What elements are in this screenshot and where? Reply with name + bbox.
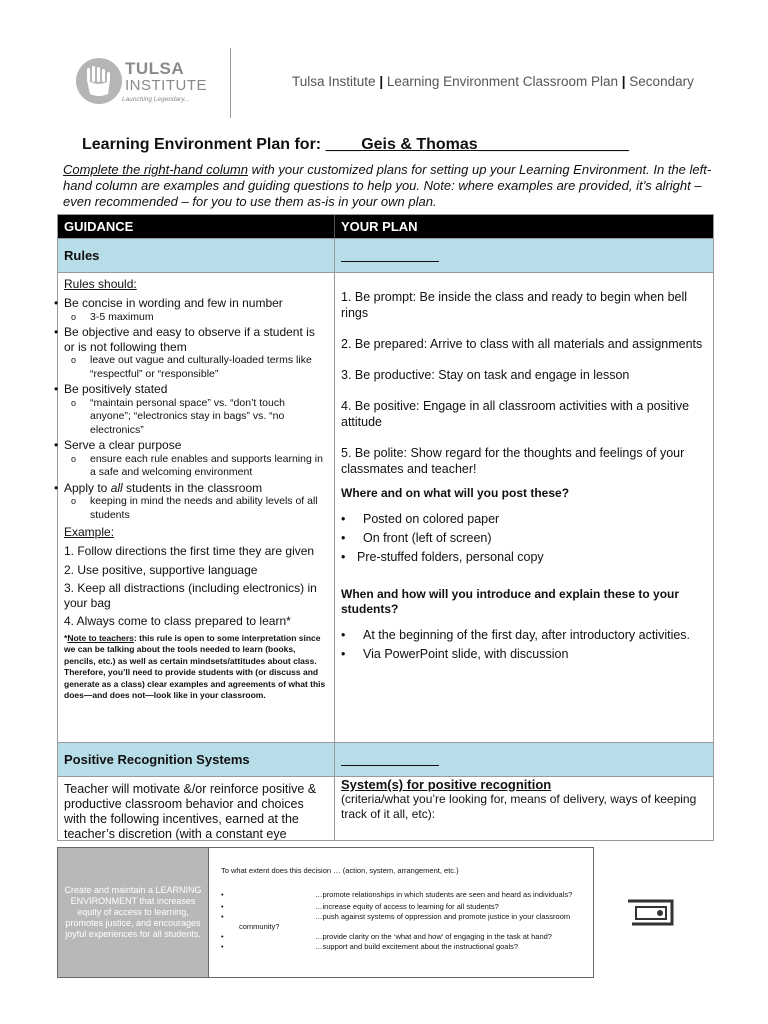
- post-answer: • On front (left of screen): [341, 530, 707, 546]
- guidance-item: • Be positively stated o “maintain personal space” vs. “don’t touch anyone”; “electronics stay in bags” vs. “no electronics”: [64, 382, 328, 437]
- introduce-answer: • At the beginning of the first day, after introductory activities.: [341, 627, 707, 643]
- example-rule: 1. Follow directions the first time they are given: [64, 544, 315, 558]
- plan-rule: 3. Be productive: Stay on task and engage in lesson: [341, 368, 630, 382]
- header-title: [292, 74, 694, 89]
- footer-mission-text: Create and maintain a LEARNING ENVIRONMENT that increases equity of access to learning, promotes justice, and encourages joyful experiences for all students.: [64, 885, 202, 939]
- plan-title: [82, 136, 629, 154]
- header-sep-1: |: [379, 74, 384, 89]
- guidance-item: • Be concise in wording and few in number o 3-5 maximum: [64, 296, 328, 324]
- footer-questions-panel: [209, 848, 593, 977]
- rules-should-label: Rules should:: [64, 277, 137, 291]
- intro-underlined: Complete the right-hand column: [63, 162, 248, 177]
- post-answer: • Pre-stuffed folders, personal copy: [341, 549, 707, 565]
- header-divider: [230, 48, 231, 118]
- prs-section-title: Positive Recognition Systems: [58, 743, 335, 776]
- guidance-subitem: o “maintain personal space” vs. “don’t touch anyone”; “electronics stay in bags” vs. “no electronics”: [90, 397, 328, 438]
- rules-guidance-list: [64, 296, 328, 522]
- guidance-subitem: o 3-5 maximum: [90, 311, 328, 325]
- plan-rule: 4. Be positive: Engage in all classroom activities with a positive attitude: [341, 399, 690, 429]
- prs-plan-heading: System(s) for positive recognition: [341, 777, 552, 792]
- rules-plan-cell: [335, 273, 713, 742]
- header-level: Secondary: [629, 74, 694, 89]
- prs-content-row: [58, 776, 713, 840]
- plan-rule: 5. Be polite: Show regard for the thoughts and feelings of your classmates and teacher!: [341, 446, 685, 476]
- teacher-note-label: Note to teachers: [67, 632, 134, 643]
- example-label: Example:: [64, 525, 115, 539]
- guidance-item: • Serve a clear purpose o ensure each rule enables and supports learning in a safe and welcoming environment: [64, 438, 328, 480]
- guidance-item: • Be objective and easy to observe if a student is or is not following them o leave out vague and culturally-loaded terms like “respectful” or “responsible”: [64, 325, 328, 381]
- introduce-question: When and how will you introduce and explain these to your students?: [341, 587, 680, 616]
- teacher-note: *Note to teachers: this rule is open to some interpretation since we can be talking about the tools needed to learn (books, pencils, etc.) as well as certain mindsets/attitudes about class. Therefore, you’ll need to provide students with (or discuss and generate as a class) clear examples and agreements of what this does—and does not—look like in your classroom.: [64, 632, 326, 700]
- guidance-subitem: o leave out vague and culturally-loaded terms like “respectful” or “responsible”: [90, 354, 328, 381]
- footer-box: [57, 847, 594, 978]
- guidance-header: GUIDANCE: [58, 215, 335, 238]
- header-doc: Learning Environment Classroom Plan: [386, 74, 618, 89]
- header-org: Tulsa Institute: [292, 74, 376, 89]
- your-plan-header: YOUR PLAN: [341, 219, 418, 234]
- introduce-answers-list: [341, 627, 707, 662]
- logo-tagline: Launching Legendary...: [122, 96, 190, 103]
- logo-name: TULSA: [125, 59, 185, 78]
- rules-section-title: Rules: [58, 239, 335, 272]
- footer-mission-panel: [58, 848, 209, 977]
- plan-title-value: ____Geis & Thomas_________________: [325, 136, 629, 153]
- plan-rule: 1. Be prompt: Be inside the class and ready to begin when bell rings: [341, 290, 688, 320]
- footer-item: • …promote relationships in which students are seen and heard as individuals?: [221, 890, 587, 900]
- rules-section-blank-cell: [335, 239, 713, 272]
- footer-item: • …provide clarity on the ‘what and how’ of engaging in the task at hand?: [221, 932, 587, 942]
- footer-question: To what extent does this decision … (action, system, arrangement, etc.): [221, 866, 459, 875]
- prs-plan-cell: [335, 777, 713, 840]
- plan-rule: 2. Be prepared: Arrive to class with all materials and assignments: [341, 337, 703, 351]
- logo-circle: [76, 58, 122, 104]
- example-rule: 3. Keep all distractions (including electronics) in your bag: [64, 581, 317, 610]
- example-rule: 2. Use positive, supportive language: [64, 562, 258, 577]
- rules-guidance-cell: [58, 273, 335, 742]
- rules-section-row: [58, 238, 713, 272]
- rules-blank-line: [341, 247, 439, 262]
- introduce-answer: • Via PowerPoint slide, with discussion: [341, 646, 707, 662]
- prs-section-row: [58, 742, 713, 776]
- plan-table: [57, 214, 714, 841]
- plan-title-label: Learning Environment Plan for:: [82, 136, 322, 153]
- guidance-item: • Apply to all students in the classroom o keeping in mind the needs and ability levels of all students: [64, 481, 328, 523]
- table-header-row: [58, 215, 713, 238]
- post-question: Where and on what will you post these?: [341, 486, 570, 500]
- post-answer: • Posted on colored paper: [341, 511, 707, 527]
- prs-section-blank-cell: [335, 743, 713, 776]
- example-rule: 4. Always come to class prepared to learn*: [64, 614, 291, 628]
- prs-guidance-cell: Teacher will motivate &/or reinforce positive & productive classroom behavior and choices with the following incentives, earned at the teacher’s discretion (with a constant eye: [58, 777, 335, 840]
- hands-icon: [85, 66, 113, 98]
- logo-subtitle: INSTITUTE: [125, 77, 207, 94]
- intro-text: [63, 162, 713, 210]
- footer-item: • …push against systems of oppression and promote justice in your classroom community?: [221, 912, 587, 932]
- footer-item: • …support and build excitement about the instructional goals?: [221, 942, 587, 952]
- prs-blank-line: [341, 751, 439, 766]
- guidance-subitem: o ensure each rule enables and supports learning in a safe and welcoming environment: [90, 453, 328, 480]
- door-icon: [626, 897, 676, 927]
- prs-plan-text: (criteria/what you’re looking for, means of delivery, ways of keeping track of it all, etc):: [341, 792, 697, 821]
- header-sep-2: |: [621, 74, 626, 89]
- rules-content-row: [58, 272, 713, 742]
- teacher-note-text: : this rule is open to some interpretation since we can be talking about the tools needed to learn (books, pencils, etc.) as well as certain mindsets/attitudes about class. Therefore, you’ll need to provide students with (or discuss and generate as a class) clear examples and agreements of what this does—and does not—look like in your classroom.: [64, 632, 326, 700]
- footer-item: • …increase equity of access to learning for all students?: [221, 902, 587, 912]
- tulsa-institute-logo: [76, 58, 206, 108]
- guidance-subitem: o keeping in mind the needs and ability levels of all students: [90, 495, 328, 522]
- post-answers-list: [341, 511, 707, 565]
- intro-rest: with your customized plans for setting up your Learning Environment. In the left-hand column are examples and guiding questions to help you. Note: where examples are provided, it’s alright – even recommended – for you to use them as-is in your own plan.: [63, 162, 712, 209]
